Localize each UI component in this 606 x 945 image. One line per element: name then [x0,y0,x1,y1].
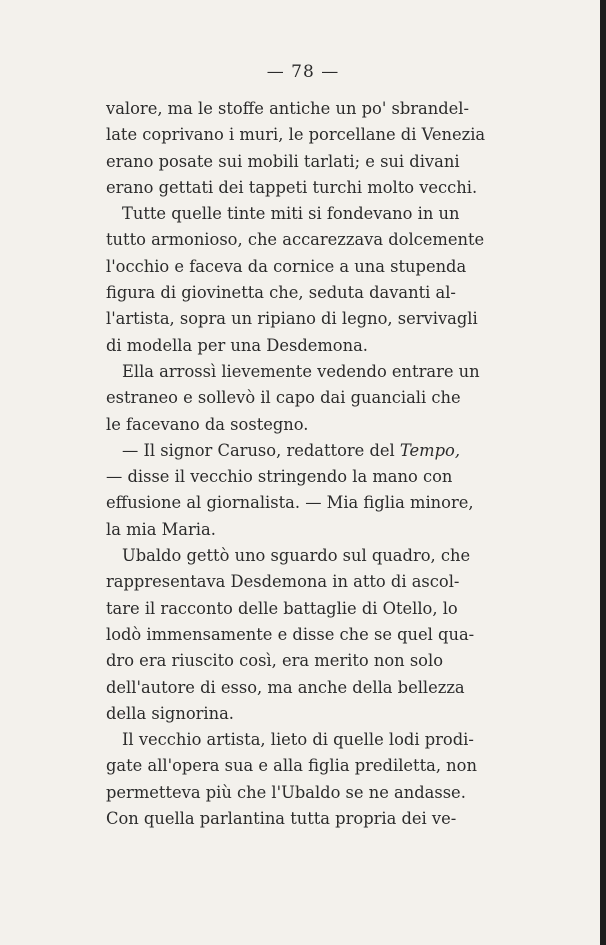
text-line: permetteva più che l'Ubaldo se ne andasse. [106,782,466,802]
text-line: figura di giovinetta che, seduta davanti al- [106,283,456,303]
text-line: effusione al giornalista. — Mia figlia minore, [106,493,474,513]
text-line: erano gettati dei tappeti turchi molto vecchi. [106,177,478,197]
text-line: l'artista, sopra un ripiano di legno, servivagli [106,309,478,329]
text-line: Ella arrossì lievemente vedendo entrare un [122,361,480,381]
text-line: rappresentava Desdemona in atto di ascol- [106,572,460,592]
text-line: estraneo e sollevò il capo dai guanciali che [106,388,461,408]
text-line: Tutte quelle tinte miti si fondevano in un [122,204,460,224]
text-line: valore, ma le stoffe antiche un po' sbrandel- [106,99,469,118]
text-line: la mia Maria. [106,519,216,539]
text-line: tare il racconto delle battaglie di Otello, lo [106,598,458,618]
paragraph-6 [106,727,516,832]
page-edge-shadow [600,0,606,945]
text-line: di modella per una Desdemona. [106,335,368,355]
text-line: tutto armonioso, che accarezzava dolcemente [106,230,485,250]
text-line: lodò immensamente e disse che se quel qua- [106,624,475,644]
page-number: — 78 — [266,62,340,82]
dialogue-text: — Il signor Caruso, redattore del [122,440,400,460]
paragraph-2 [106,201,516,359]
text-line: — disse il vecchio stringendo la mano con [106,467,453,487]
text-line: Ubaldo gettò uno sguardo sul quadro, che [122,546,471,566]
newspaper-title: Tempo, [399,440,460,460]
body-text [106,96,516,832]
paragraph-5 [106,543,516,727]
paragraph-3 [106,359,516,438]
text-line: Con quella parlantina tutta propria dei ve- [106,809,457,829]
text-line: l'occhio e faceva da cornice a una stupenda [106,256,467,276]
text-line: Il vecchio artista, lieto di quelle lodi prodi- [122,730,474,750]
text-line: dro era riuscito così, era merito non solo [106,651,443,671]
text-line: erano posate sui mobili tarlati; e sui divani [106,151,460,171]
paragraph-1 [106,96,516,201]
text-line: gate all'opera sua e alla figlia prediletta, non [106,756,477,776]
text-line: late coprivano i muri, le porcellane di Venezia [106,125,486,145]
text-line: dell'autore di esso, ma anche della bellezza [106,677,465,697]
paragraph-4 [106,438,516,543]
text-line: della signorina. [106,703,234,723]
text-line: le facevano da sostegno. [106,414,309,434]
text-line-dialogue [106,438,516,464]
